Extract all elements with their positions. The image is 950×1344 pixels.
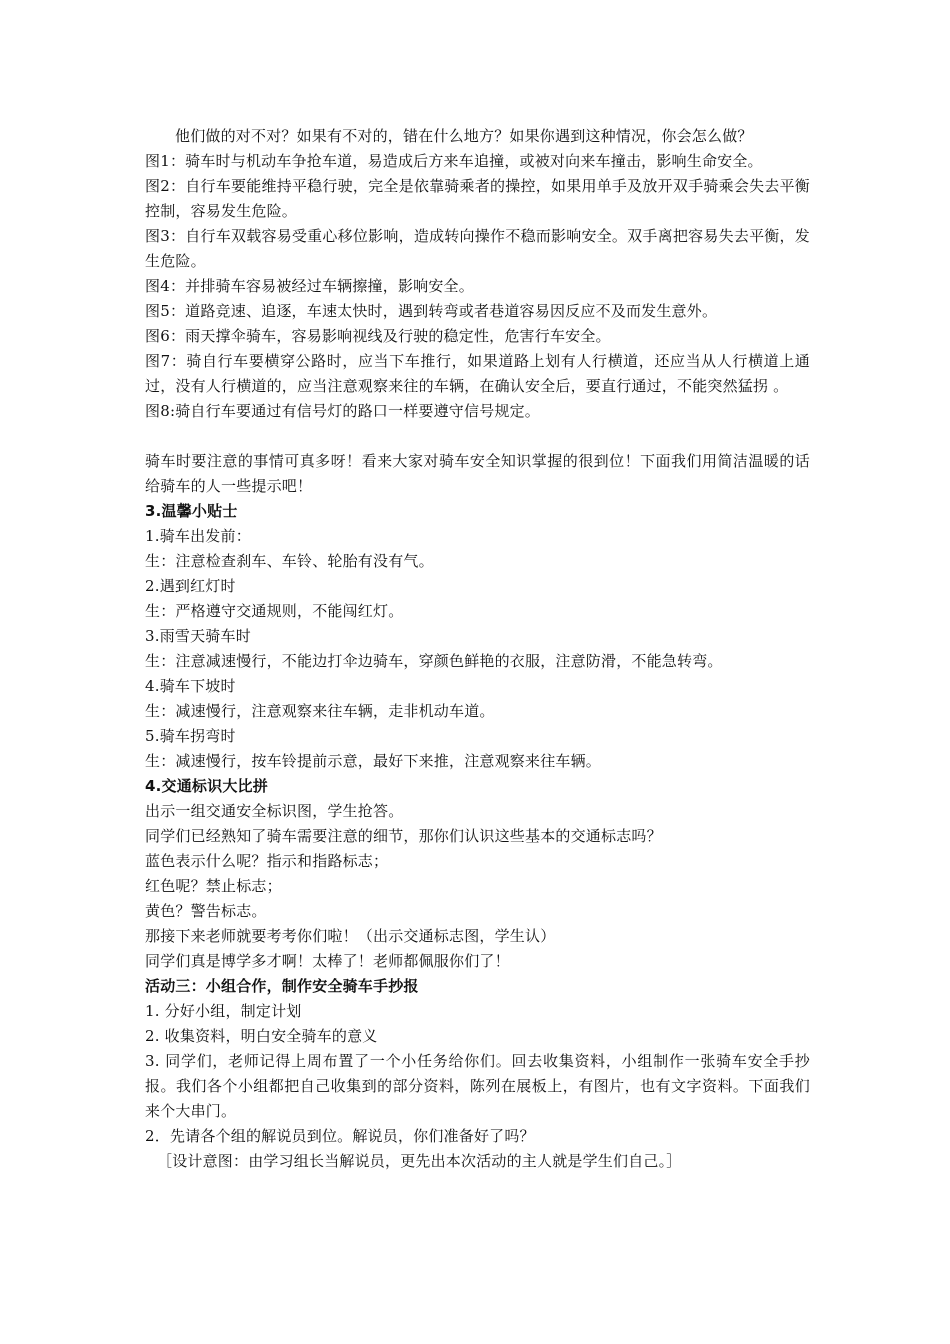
- figure-7-explanation: 图7：骑自行车要横穿公路时，应当下车推行，如果道路上划有人行横道，还应当从人行横道上通过，没有人行横道的，应当注意观察来往的车辆，在确认安全后，要直行通过，不能突然猛拐 。: [145, 352, 810, 395]
- document-body: [145, 124, 810, 1174]
- tip-answer: 生：注意减速慢行，不能边打伞边骑车，穿颜色鲜艳的衣服，注意防滑，不能急转弯。: [145, 652, 723, 670]
- tip-answer: 生：减速慢行，按车铃提前示意，最好下来推，注意观察来往车辆。: [145, 752, 602, 770]
- tip-answer: 生：注意检查刹车、车铃、轮胎有没有气。: [145, 552, 434, 570]
- figure-5-explanation: 图5：道路竞速、追逐，车速太快时，遇到转弯或者巷道容易因反应不及而发生意外。: [145, 302, 718, 320]
- tip-question: 5.骑车拐弯时: [145, 727, 236, 745]
- figure-6-explanation: 图6：雨天撑伞骑车，容易影响视线及行驶的稳定性，危害行车安全。: [145, 327, 611, 345]
- summary-paragraph: 骑车时要注意的事情可真多呀！看来大家对骑车安全知识掌握的很到位！下面我们用简洁温暖的话给骑车的人一些提示吧！: [145, 452, 810, 495]
- signs-line: 同学们真是博学多才啊！太棒了！老师都佩服你们了！: [145, 952, 510, 970]
- figure-4-explanation: 图4：并排骑车容易被经过车辆擦撞，影响安全。: [145, 277, 474, 295]
- tip-question: 4.骑车下坡时: [145, 677, 236, 695]
- tip-question: 2.遇到红灯时: [145, 577, 236, 595]
- signs-heading: 4.交通标识大比拼: [145, 777, 268, 795]
- signs-line: 红色呢？禁止标志；: [145, 877, 282, 895]
- activity-step: 3. 同学们，老师记得上周布置了一个小任务给你们。回去收集资料，小组制作一张骑车安全手抄报。我们各个小组都把自己收集到的部分资料，陈列在展板上，有图片，也有文字资料。下面我们来个大串门。: [145, 1052, 810, 1120]
- signs-line: 那接下来老师就要考考你们啦！（出示交通标志图，学生认）: [145, 927, 556, 945]
- signs-line: 蓝色表示什么呢？指示和指路标志；: [145, 852, 389, 870]
- activity-step: 1. 分好小组，制定计划: [145, 1002, 302, 1020]
- figure-3-explanation: 图3：自行车双载容易受重心移位影响，造成转向操作不稳而影响安全。双手离把容易失去平衡，发生危险。: [145, 227, 810, 270]
- signs-line: 同学们已经熟知了骑车需要注意的细节，那你们认识这些基本的交通标志吗？: [145, 827, 662, 845]
- tip-answer: 生：严格遵守交通规则，不能闯红灯。: [145, 602, 404, 620]
- tip-question: 3.雨雪天骑车时: [145, 627, 251, 645]
- figure-2-explanation: 图2：自行车要能维持平稳行驶，完全是依靠骑乘者的操控，如果用单手及放开双手骑乘会失去平衡控制，容易发生危险。: [145, 177, 810, 220]
- signs-line: 出示一组交通安全标识图，学生抢答。: [145, 802, 404, 820]
- tips-heading: 3.温馨小贴士: [145, 502, 238, 520]
- signs-line: 黄色？警告标志。: [145, 902, 267, 920]
- paragraph-spacer: [145, 424, 810, 449]
- activity-step: 2．先请各个组的解说员到位。解说员，你们准备好了吗？: [145, 1127, 535, 1145]
- tip-question: 1.骑车出发前：: [145, 527, 251, 545]
- figure-1-explanation: 图1：骑车时与机动车争抢车道，易造成后方来车追撞，或被对向来车撞击，影响生命安全。: [145, 152, 763, 170]
- activity-heading: 活动三：小组合作，制作安全骑车手抄报: [145, 977, 419, 995]
- tip-answer: 生：减速慢行，注意观察来往车辆，走非机动车道。: [145, 702, 495, 720]
- figure-8-explanation: 图8:骑自行车要通过有信号灯的路口一样要遵守信号规定。: [145, 402, 540, 420]
- discussion-question: 他们做的对不对？如果有不对的，错在什么地方？如果你遇到这种情况，你会怎么做？: [175, 127, 753, 145]
- design-note: ［设计意图：由学习组长当解说员，更先出本次活动的主人就是学生们自己。］: [157, 1152, 682, 1170]
- activity-step: 2. 收集资料，明白安全骑车的意义: [145, 1027, 378, 1045]
